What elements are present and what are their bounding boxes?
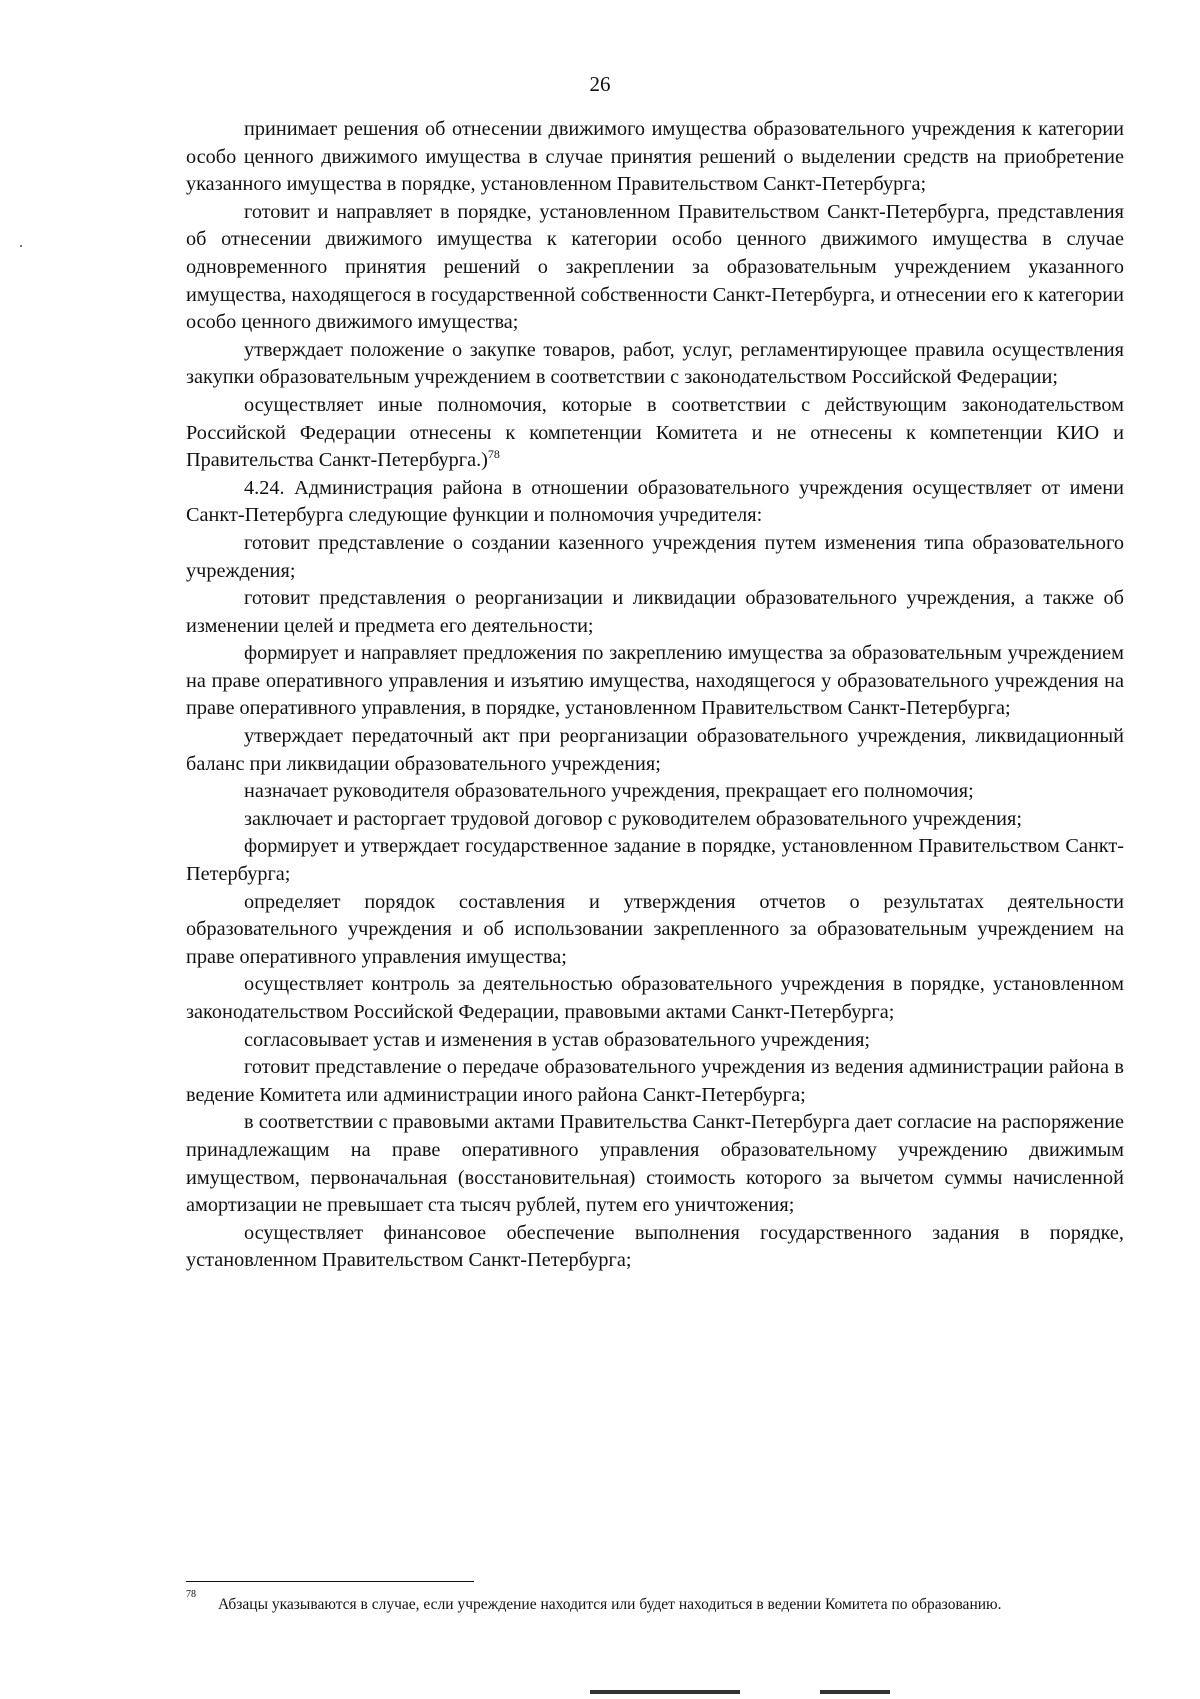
paragraph-14: осуществляет контроль за деятельностью образовательного учреждения в порядке, установленном законодательством Российской Федерации, правовыми актами Санкт-Петербурга; <box>186 973 1124 1023</box>
paragraph-6: готовит представление о создании казенного учреждения путем изменения типа образовательного учреждения; <box>186 531 1124 582</box>
paragraph-4-text: осуществляет иные полномочия, которые в соответствии с действующим законодательством Российской Федерации отнесены к компетенции Комитета и не отнесены к компетенции КИО и Правительства Санкт-Петербурга.) <box>186 393 1124 472</box>
paragraph-9: утверждает передаточный акт при реорганизации образовательного учреждения, ликвидационный баланс при ликвидации образовательного учреждения; <box>186 725 1124 775</box>
paragraph-12: формирует и утверждает государственное задание в порядке, установленном Правительством Санкт-Петербурга; <box>186 835 1124 886</box>
page-number: 26 <box>589 72 611 96</box>
paragraph-11: заключает и расторгает трудовой договор с руководителем образовательного учреждения; <box>244 807 1022 830</box>
paragraph-1: принимает решения об отнесении движимого имущества образовательного учреждения к категории особо ценного движимого имущества в случае принятия решений о выделении средств на приобретение указанного имущества в порядке, установленном Правительством Санкт-Петербурга; <box>186 118 1124 196</box>
paragraph-2: готовит и направляет в порядке, установленном Правительством Санкт-Петербурга, представления об отнесении движимого имущества к категории особо ценного движимого имущества в случае одновременного принятия решений о закреплении за образовательным учреждением указанного имущества, находящегося в государственной собственности Санкт-Петербурга, и отнесении его к категории особо ценного движимого имущества; <box>186 200 1124 334</box>
scan-artifact <box>590 1690 740 1694</box>
paragraph-7: готовит представления о реорганизации и ликвидации образовательного учреждения, а также об изменении целей и предмета его деятельности; <box>186 587 1124 637</box>
paragraph-3: утверждает положение о закупке товаров, работ, услуг, регламентирующее правила осуществления закупки образовательным учреждением в соответствии с законодательством Российской Федерации; <box>186 338 1124 389</box>
paragraph-15: согласовывает устав и изменения в устав образовательного учреждения; <box>244 1028 871 1051</box>
paragraph-5: 4.24. Администрация района в отношении образовательного учреждения осуществляет от имени Санкт-Петербурга следующие функции и полномочия учредителя: <box>186 476 1124 527</box>
paragraph-10: назначает руководителя образовательного учреждения, прекращает его полномочия; <box>244 780 974 803</box>
footnote-mark: 78 <box>186 1589 196 1600</box>
paragraph-13: определяет порядок составления и утверждения отчетов о результатах деятельности образовательного учреждения и об использовании закрепленного за образовательным учреждением на праве оперативного управления имущества; <box>186 890 1124 968</box>
paragraph-17: в соответствии с правовыми актами Правительства Санкт-Петербурга дает согласие на распоряжение принадлежащим на праве оперативного управления образовательному учреждению движимым имуществом, первоначальная (восстановительная) стоимость которого за вычетом суммы начисленной амортизации не превышает ста тысяч рублей, путем его уничтожения; <box>186 1111 1124 1217</box>
paragraph-18: осуществляет финансовое обеспечение выполнения государственного задания в порядке, установленном Правительством Санкт-Петербурга; <box>186 1221 1124 1272</box>
footnote-reference[interactable]: 78 <box>487 447 500 462</box>
footnote-text: Абзацы указываются в случае, если учреждение находится или будет находиться в ведении Комитета по образованию. <box>218 1596 1002 1613</box>
footnote <box>186 1589 1124 1616</box>
paragraph-4 <box>186 392 1124 475</box>
paragraph-8: формирует и направляет предложения по закреплению имущества за образовательным учреждением на праве оперативного управления и изъятию имущества, находящегося у образовательного учреждения на праве оперативного управления, в порядке, установленном Правительством Санкт-Петербурга; <box>186 642 1124 720</box>
footnote-separator <box>186 1581 474 1582</box>
scan-artifact <box>20 245 22 247</box>
document-body <box>186 116 1124 1275</box>
scan-artifact <box>820 1690 890 1694</box>
paragraph-16: готовит представление о передаче образовательного учреждения из ведения администрации района в ведение Комитета или администрации иного района Санкт-Петербурга; <box>186 1056 1124 1106</box>
